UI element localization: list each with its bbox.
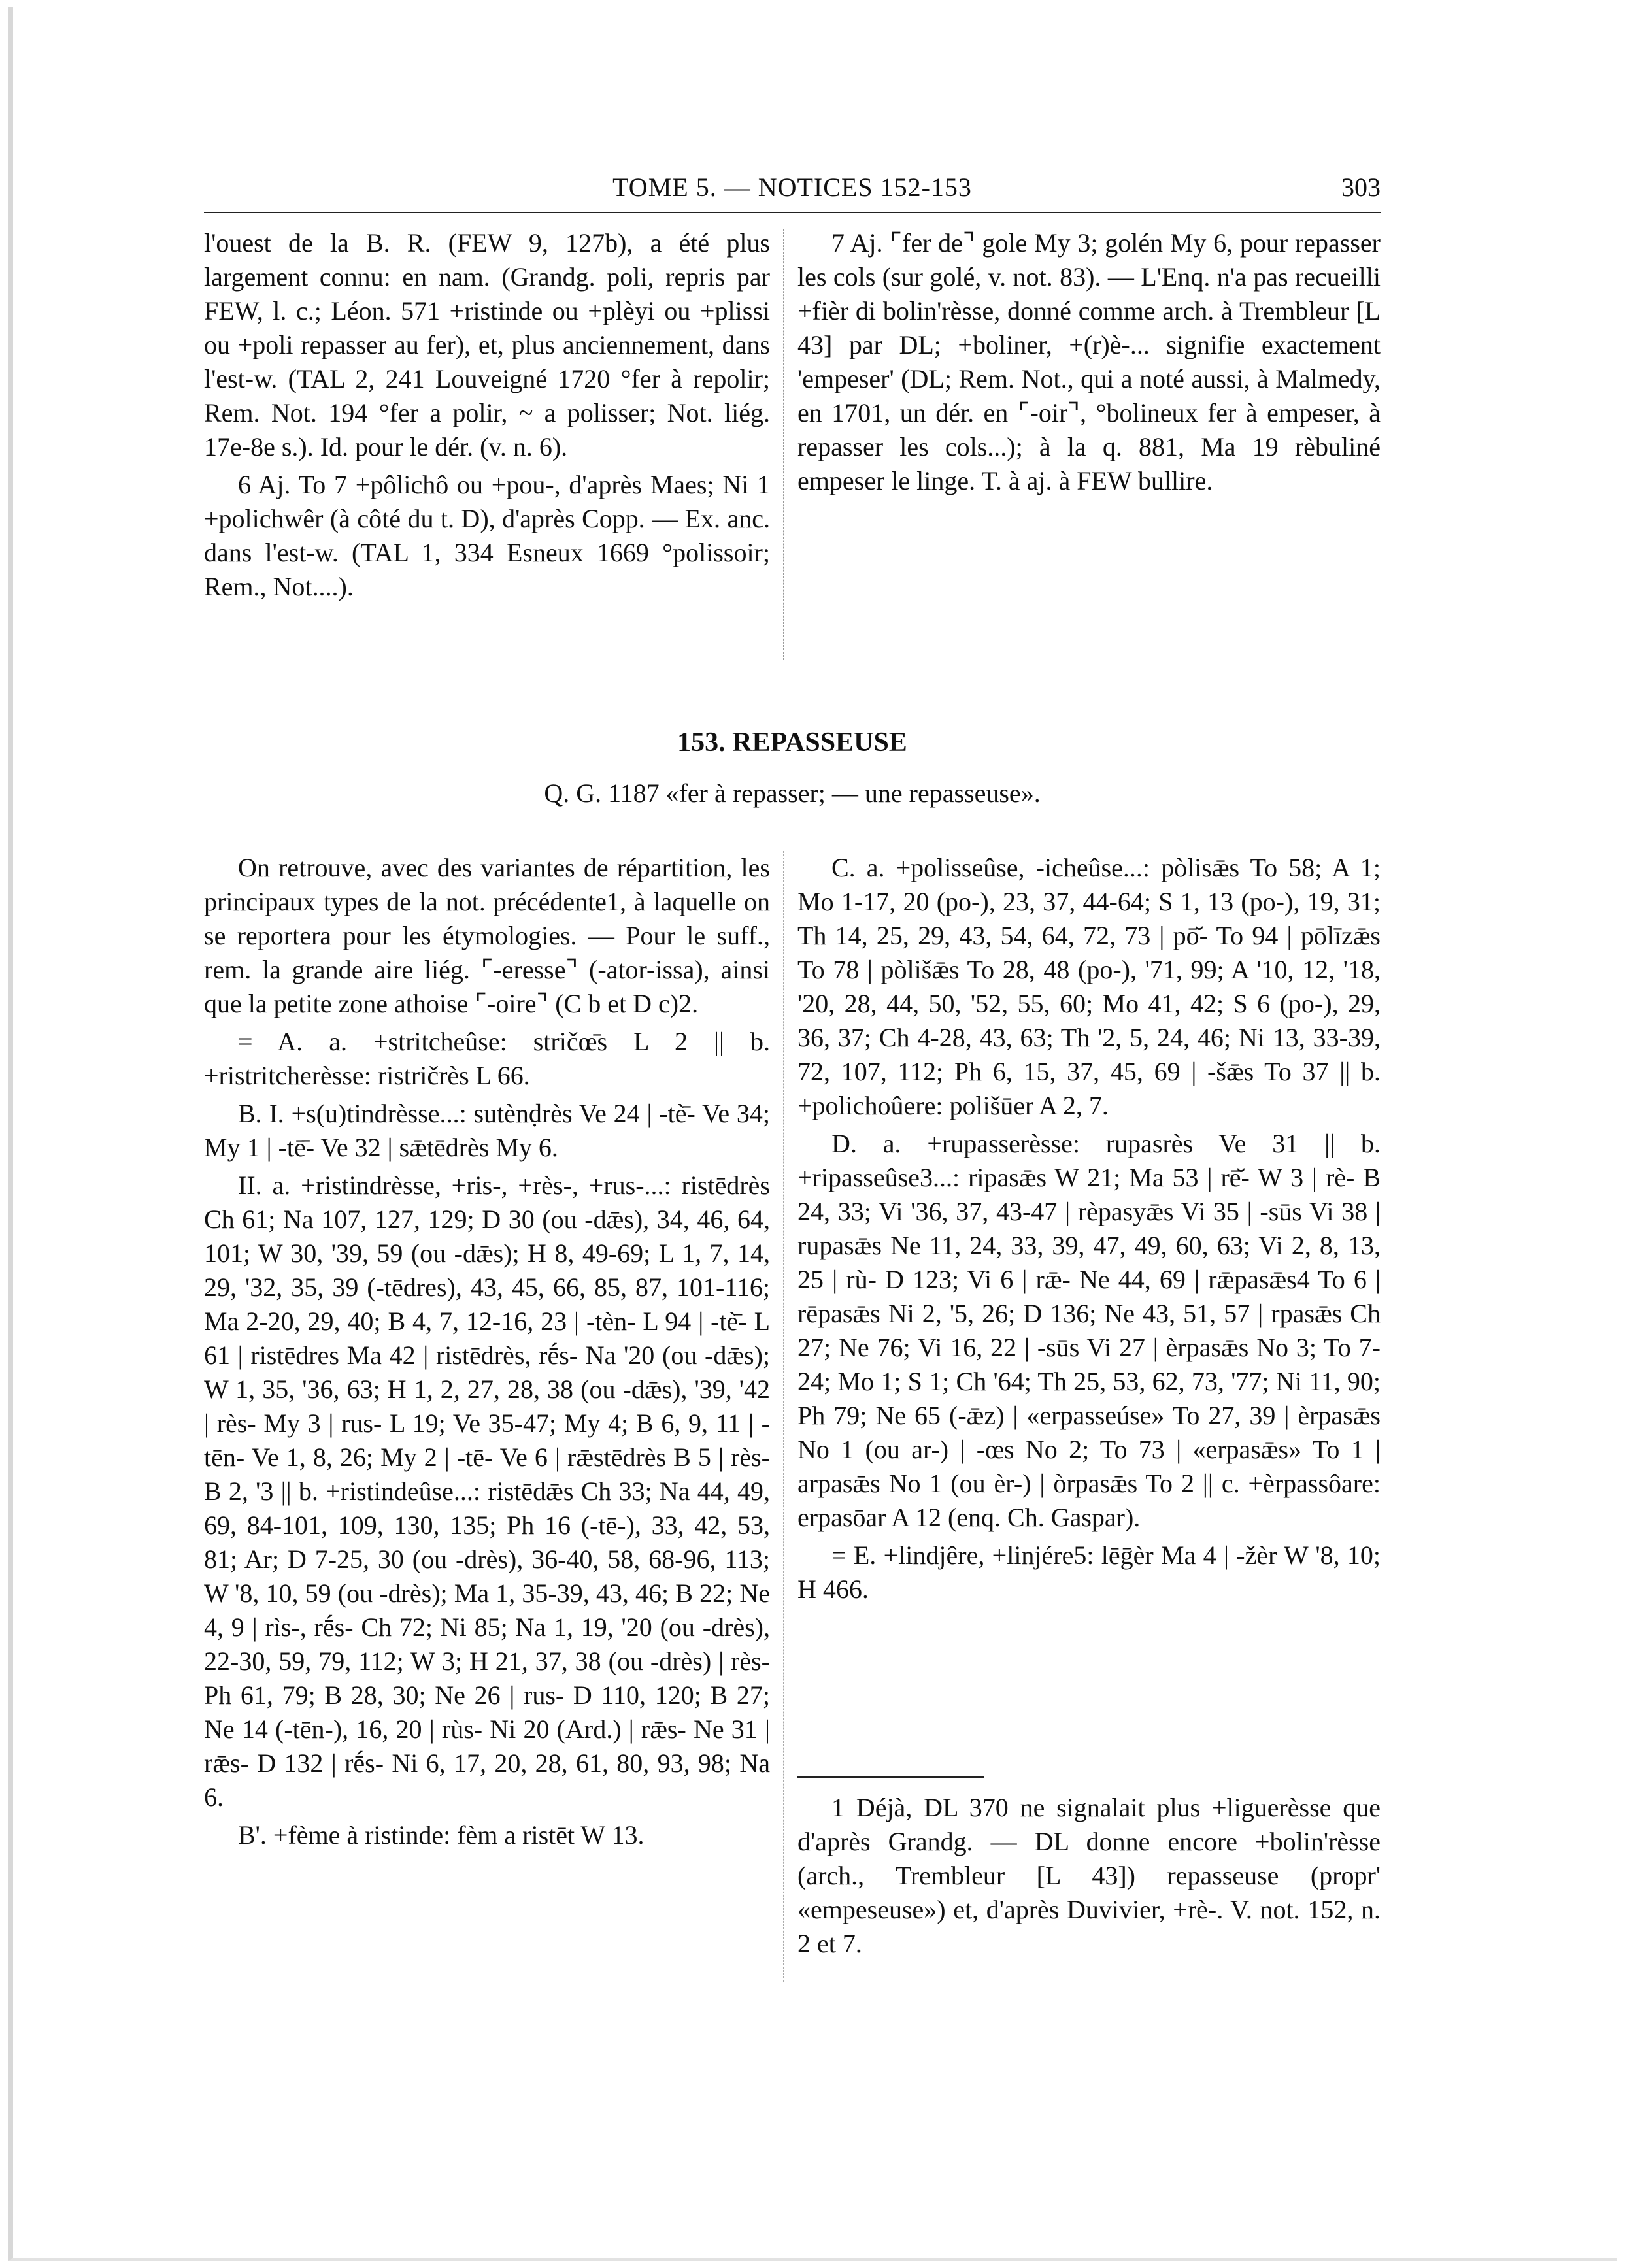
footnote-rule	[797, 1776, 984, 1778]
main-left-column	[204, 851, 770, 1852]
column-divider	[783, 229, 784, 660]
paragraph: B. I. +s(u)tindrèsse...: sutènḍrès Ve 24 | -tè̄- Ve 34; My 1 | -tē̄- Ve 32 | sǣtēdrès My 6.	[204, 1099, 770, 1162]
paragraph: = A. a. +stritcheûse: stričœ̄s L 2 || b. +ristritcherèsse: ristričrès L 66.	[204, 1027, 770, 1090]
main-right-column	[797, 851, 1381, 1607]
page-number: 303	[1341, 173, 1381, 202]
footnote-7: 7 Aj. ⌜fer de⌝ gole My 3; golén My 6, pour repasser les cols (sur golé, v. not. 83). — L'Enq. n'a pas recueilli +fièr di bolin'rèsse, donné comme arch. à Trembleur [L 43] par DL; +boliner, +(r)è-... signifie exactement 'empeser' (DL; Rem. Not., qui a noté aussi, à Malmedy, en 1701, un dér. en ⌜-oir⌝, °bolineux fer à empeser, à repasser les cols...); à la q. 881, Ma 19 rèbuliné empeser le linge. T. à aj. à FEW bullire.	[797, 228, 1381, 495]
paragraph: C. a. +polisseûse, -icheûse...: pòlisǣs To 58; A 1; Mo 1-17, 20 (po-), 23, 37, 44-64; S 1, 13 (po-), 19, 31; Th 14, 25, 29, 43, 54, 64, 72, 73 | pō̆- To 94 | pōlīzǣs To 78 | pòlišǣs To 28, 48 (po-), '71, 99; A '10, 12, '18, '20, 28, 44, 50, '52, 55, 60; Mo 41, 42; S 6 (po-), 29, 36, 37; Ch 4-28, 43, 63; Th '2, 5, 24, 46; Ni 13, 33-39, 72, 107, 112; Ph 6, 15, 37, 45, 69 | -šǣs To 37 || b. +polichoûere: polišūer A 2, 7.	[797, 853, 1381, 1120]
paragraph: B'. +fème à ristinde: fèm a ristēt W 13.	[238, 1820, 645, 1850]
running-header	[204, 171, 1381, 213]
header-title: TOME 5. — NOTICES 152-153	[612, 173, 972, 202]
paragraph: l'ouest de la B. R. (FEW 9, 127b), a été plus largement connu: en nam. (Grandg. poli, repris par FEW, l. c.; Léon. 571 +ristinde ou +plèyi ou +plissi ou +poli repasser au fer), et, plus anciennement, dans l'est-w. (TAL 2, 241 Louveigné 1720 °fer à repolir; Rem. Not. 194 °fer a polir, ~ a polisser; Not. liég. 17e-8e s.). Id. pour le dér. (v. n. 6).	[204, 228, 770, 461]
paragraph: D. a. +rupasserèsse: rupasrès Ve 31 || b. +ripasseûse3...: ripasǣs W 21; Ma 53 | rē̆- W 3 | rè- B 24, 33; Vi '36, 37, 43-47 | rèpasyǣs Vi 35 | -sūs Vi 38 | rupasǣs Ne 11, 24, 33, 39, 47, 49, 60, 63; Vi 2, 8, 13, 25 | rù- D 123; Vi 6 | rǣ- Ne 44, 69 | rǣpasǣs4 To 6 | rēpasǣs Ni 2, '5, 26; D 136; Ne 43, 51, 57 | rpasǣs Ch 27; Ne 76; Vi 16, 22 | -sūs Vi 27 | èrpasǣs No 3; To 7-24; Mo 1; S 1; Ch '64; Th 25, 53, 62, 73, '77; Ni 11, 90; Ph 79; Ne 65 (-ǣz) | «erpasseúse» To 27, 39 | èrpasǣs No 1 (ou ar-) | -œs No 2; To 73 | «erpasǣs» To 1 | arpasǣs No 1 (ou èr-) | òrpasǣs To 2 || c. +èrpassôare: erpasōar A 12 (enq. Ch. Gaspar).	[797, 1129, 1381, 1532]
paragraph: On retrouve, avec des variantes de répartition, les principaux types de la not. précédente1, à laquelle on se reportera pour les étymologies. — Pour le suff., rem. la grande aire liég. ⌜-eresse⌝ (-ator-issa), ainsi que la petite zone athoise ⌜-oire⌝ (C b et D c)2.	[204, 853, 770, 1018]
paragraph: = E. +lindjêre, +linjére5: lēḡèr Ma 4 | -žèr W '8, 10; H 466.	[797, 1541, 1381, 1604]
top-right-column	[797, 226, 1381, 498]
paragraph: II. a. +ristindrèsse, +ris-, +rès-, +rus-...: ristēdrès Ch 61; Na 107, 127, 129; D 30 (ou -dǣs), 34, 46, 64, 101; W 30, '39, 59 (ou -dǣs); H 8, 49-69; L 1, 7, 14, 29, '32, 35, 39 (-tēdres), 43, 45, 66, 85, 87, 101-116; Ma 2-20, 29, 40; B 4, 7, 12-16, 23 | -tèn- L 94 | -tè̄- L 61 | ristēdres Ma 42 | ristēdrès, rḗs- Na '20 (ou -dǣs); W 1, 35, '36, 63; H 1, 2, 27, 28, 38 (ou -dǣs), '39, '42 | rès- My 3 | rus- L 19; Ve 35-47; My 4; B 6, 9, 11 | -tēn- Ve 1, 8, 26; My 2 | -tē- Ve 6 | rǣstēdrès B 5 | rès- B 2, '3 || b. +ristindeûse...: ristēdǣs Ch 33; Na 44, 49, 69, 84-101, 109, 130, 135; Ph 16 (-tē-), 33, 42, 53, 81; Ar; D 7-25, 30 (ou -drès), 36-40, 58, 68-96, 113; W '8, 10, 59 (ou -drès); Ma 1, 35-39, 43, 46; B 22; Ne 4, 9 | rìs-, rḗs- Ch 72; Ni 85; Na 1, 19, '20 (ou -drès), 22-30, 59, 79, 112; W 3; H 21, 37, 38 (ou -drès) | rès- Ph 61, 79; B 28, 30; Ne 26 | rus- D 110, 120; B 27; Ne 14 (-tēn-), 16, 20 | rùs- Ni 20 (Ard.) | rǣs- Ne 31 | rǣs- D 132 | rḗs- Ni 6, 17, 20, 28, 61, 80, 93, 98; Na 6.	[204, 1171, 770, 1812]
section-question: Q. G. 1187 «fer à repasser; — une repasseuse».	[544, 778, 1041, 808]
footnote-block	[797, 1791, 1381, 1961]
footnote-6: 6 Aj. To 7 +pôlichô ou +pou-, d'après Maes; Ni 1 +polichwêr (à côté du t. D), d'après Copp. — Ex. anc. dans l'est-w. (TAL 1, 334 Esneux 1669 °polissoir; Rem., Not....).	[204, 470, 770, 601]
column-divider	[783, 851, 784, 1982]
footnote-1: 1 Déjà, DL 370 ne signalait plus +liguerèsse que d'après Grandg. — DL donne encore +bolin'rèsse (arch., Trembleur [L 43]) repasseuse (propr' «empeseuse») et, d'après Duvivier, +rè-. V. not. 152, n. 2 et 7.	[797, 1793, 1381, 1958]
section-title: 153. REPASSEUSE	[677, 727, 907, 758]
top-left-column	[204, 226, 770, 604]
